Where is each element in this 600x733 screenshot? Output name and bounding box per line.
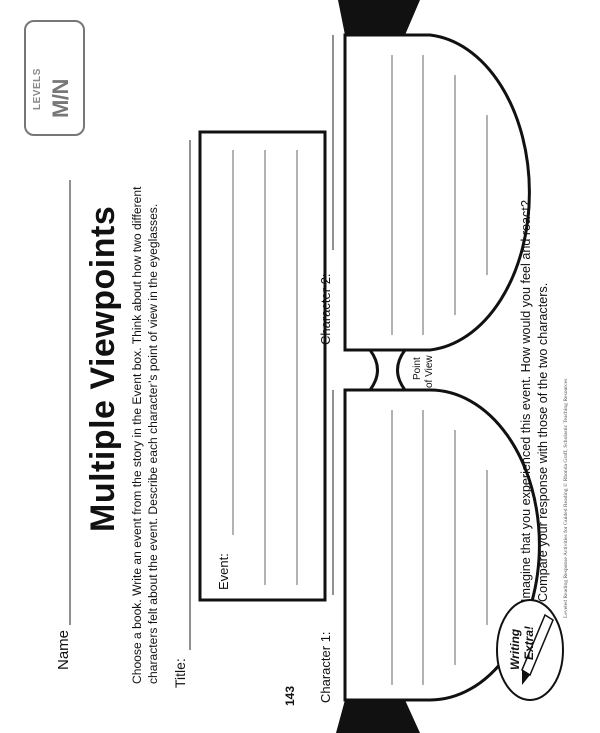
point-of-view-line-2: of View: [424, 355, 435, 388]
event-label: Event:: [216, 553, 231, 590]
level-value: M/N: [48, 79, 73, 118]
title-field-label: Title:: [172, 658, 188, 688]
writing-extra-label-2: Extra!: [522, 625, 536, 660]
writing-extra-prompt-1: Imagine that you experienced this event. How would you feel and react?: [519, 200, 533, 602]
page-number: 143: [283, 685, 297, 706]
lens-character-2: [345, 35, 529, 350]
character-1-label: Character 1:: [318, 631, 333, 703]
eyeglasses-arm-top: [338, 0, 420, 35]
writing-extra-label-1: Writing: [508, 628, 522, 670]
instructions-line-2: characters felt about the event. Describe each character’s point of view in the eyeglasses.: [146, 203, 160, 684]
eyeglasses-bridge-inner: [398, 350, 406, 390]
character-2-label: Character 2:: [318, 273, 333, 345]
levels-label: LEVELS: [32, 68, 43, 110]
page-title: Multiple Viewpoints: [84, 205, 122, 532]
point-of-view-line-1: Point: [412, 357, 423, 380]
footer-credit: Leveled Reading Response Activities for Guided Reading © Rhonda Graff, Scholastic Teaching Resources: [563, 378, 569, 618]
writing-extra-prompt-2: Compare your response with those of the two characters.: [536, 282, 550, 602]
event-box: [200, 132, 325, 600]
eyeglasses-bridge: [370, 350, 378, 390]
levels-badge: [24, 20, 85, 136]
eyeglasses-arm-bottom: [336, 700, 420, 733]
name-label: Name: [55, 629, 72, 670]
instructions-line-1: Choose a book. Write an event from the story in the Event box. Think about how two different: [130, 186, 144, 684]
